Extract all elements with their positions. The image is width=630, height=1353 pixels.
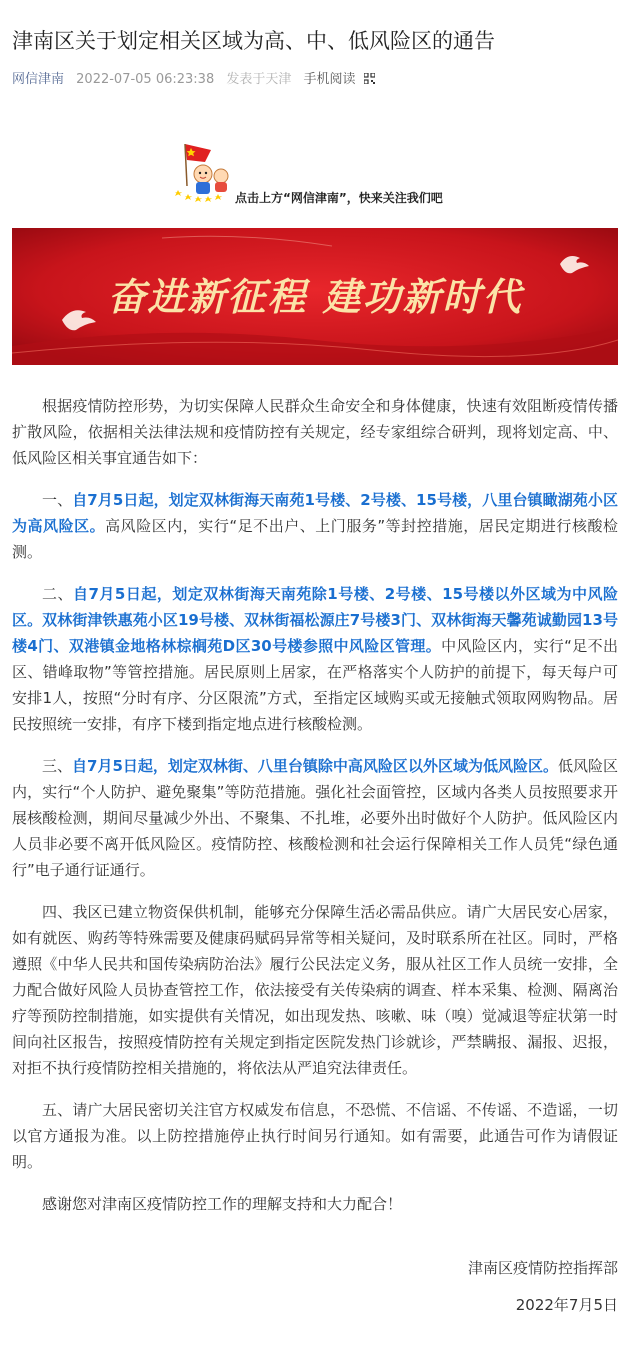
article-meta <box>12 70 375 90</box>
hero-banner-image <box>12 228 618 365</box>
mascot-flag-icon <box>165 140 245 206</box>
signature: 津南区疫情防控指挥部 <box>467 1259 618 1277</box>
section-number: 三、 <box>42 757 73 775</box>
publish-datetime: 2022-07-05 06:23:38 <box>76 72 215 87</box>
medium-risk-details: 中风险区内，实行“足不出区、错峰取物”等管控措施。居民原则上居家，在严格落实个人防护的前提下，每天每户可安排1人，按照“分时有序、分区限流”方式，至指定区域购买或无接触式领取网购物品。居民按照统一安排，有序下楼到指定地点进行核酸检测。 <box>12 637 619 733</box>
banner-slogan: 奋进新征程 建功新时代 <box>107 274 523 319</box>
section-number: 一、 <box>42 491 73 509</box>
high-risk-details: 高风险区内，实行“足不出户、上门服务”等封控措施，居民定期进行核酸检测。 <box>12 517 618 561</box>
account-link[interactable]: 网信津南 <box>12 72 65 87</box>
section-number: 二、 <box>42 585 73 603</box>
signature-date: 2022年7月5日 <box>515 1296 618 1314</box>
official-info-paragraph: 五、请广大居民密切关注官方权威发布信息，不恐慌、不信谣、不传谣、不造谣，一切以官方通报为准。以上防控措施停止执行时间另行通知。如有需要，此通告可作为请假证明。 <box>12 1101 618 1171</box>
article-title: 津南区关于划定相关区域为高、中、低风险区的通告 <box>12 29 495 53</box>
low-risk-highlight: 自7月5日起，划定双林街、八里台镇除中高风险区以外区域为低风险区。 <box>72 757 558 775</box>
follow-prompt-text: 点击上方“网信津南”，快来关注我们吧 <box>235 191 443 205</box>
follow-banner[interactable] <box>165 140 465 210</box>
qr-code-icon[interactable] <box>364 71 375 82</box>
thanks-paragraph: 感谢您对津南区疫情防控工作的理解支持和大力配合！ <box>42 1195 403 1213</box>
high-risk-paragraph <box>12 487 618 565</box>
medium-risk-highlight: 自7月5日起，划定双林街海天南苑除1号楼、2号楼、15号楼以外区域为中风险区。双林街津铁惠苑小区19号楼、双林街福松源庄7号楼3门、双林街海天馨苑诚勤园13号楼4门、双港镇金地格林棕榈苑D区30号楼参照中风险区管理。 <box>12 585 618 655</box>
article-body <box>12 393 618 1233</box>
intro-paragraph: 根据疫情防控形势，为切实保障人民群众生命安全和身体健康，快速有效阻断疫情传播扩散风险，依据相关法律法规和疫情防控有关规定，经专家组综合研判，现将划定高、中、低风险区相关事宜通告如下： <box>12 397 618 467</box>
medium-risk-paragraph <box>12 581 618 737</box>
mobile-read-link[interactable]: 手机阅读 <box>303 72 356 87</box>
high-risk-highlight: 自7月5日起，划定双林街海天南苑1号楼、2号楼、15号楼，八里台镇瞰湖苑小区为高风险区。 <box>12 491 618 535</box>
low-risk-paragraph <box>12 753 618 883</box>
low-risk-details: 低风险区内，实行“个人防护、避免聚集”等防范措施。强化社会面管控，区域内各类人员按照要求开展核酸检测，期间尽量减少外出、不聚集、不扎堆，必要外出时做好个人防护。低风险区内人员非必要不离开低风险区。疫情防控、核酸检测和社会运行保障相关工作人员凭“绿色通行”电子通行证通行。 <box>12 757 618 879</box>
supply-paragraph: 四、我区已建立物资保供机制，能够充分保障生活必需品供应。请广大居民安心居家，如有就医、购药等特殊需要及健康码赋码异常等相关疑问，及时联系所在社区。同时，严格遵照《中华人民共和国传染病防治法》履行公民法定义务，服从社区工作人员统一安排，全力配合做好风险人员协查管控工作，依法接受有关传染病的调查、样本采集、检测、隔离治疗等预防控制措施，如实提供有关情况，如出现发热、咳嗽、味（嗅）觉减退等症状第一时间向社区报告，按照疫情防控有关规定到指定医院发热门诊就诊，严禁瞒报、漏报、迟报，对拒不执行疫情防控相关措施的，将依法从严追究法律责任。 <box>12 903 618 1077</box>
publish-location: 发表于天津 <box>226 72 292 87</box>
